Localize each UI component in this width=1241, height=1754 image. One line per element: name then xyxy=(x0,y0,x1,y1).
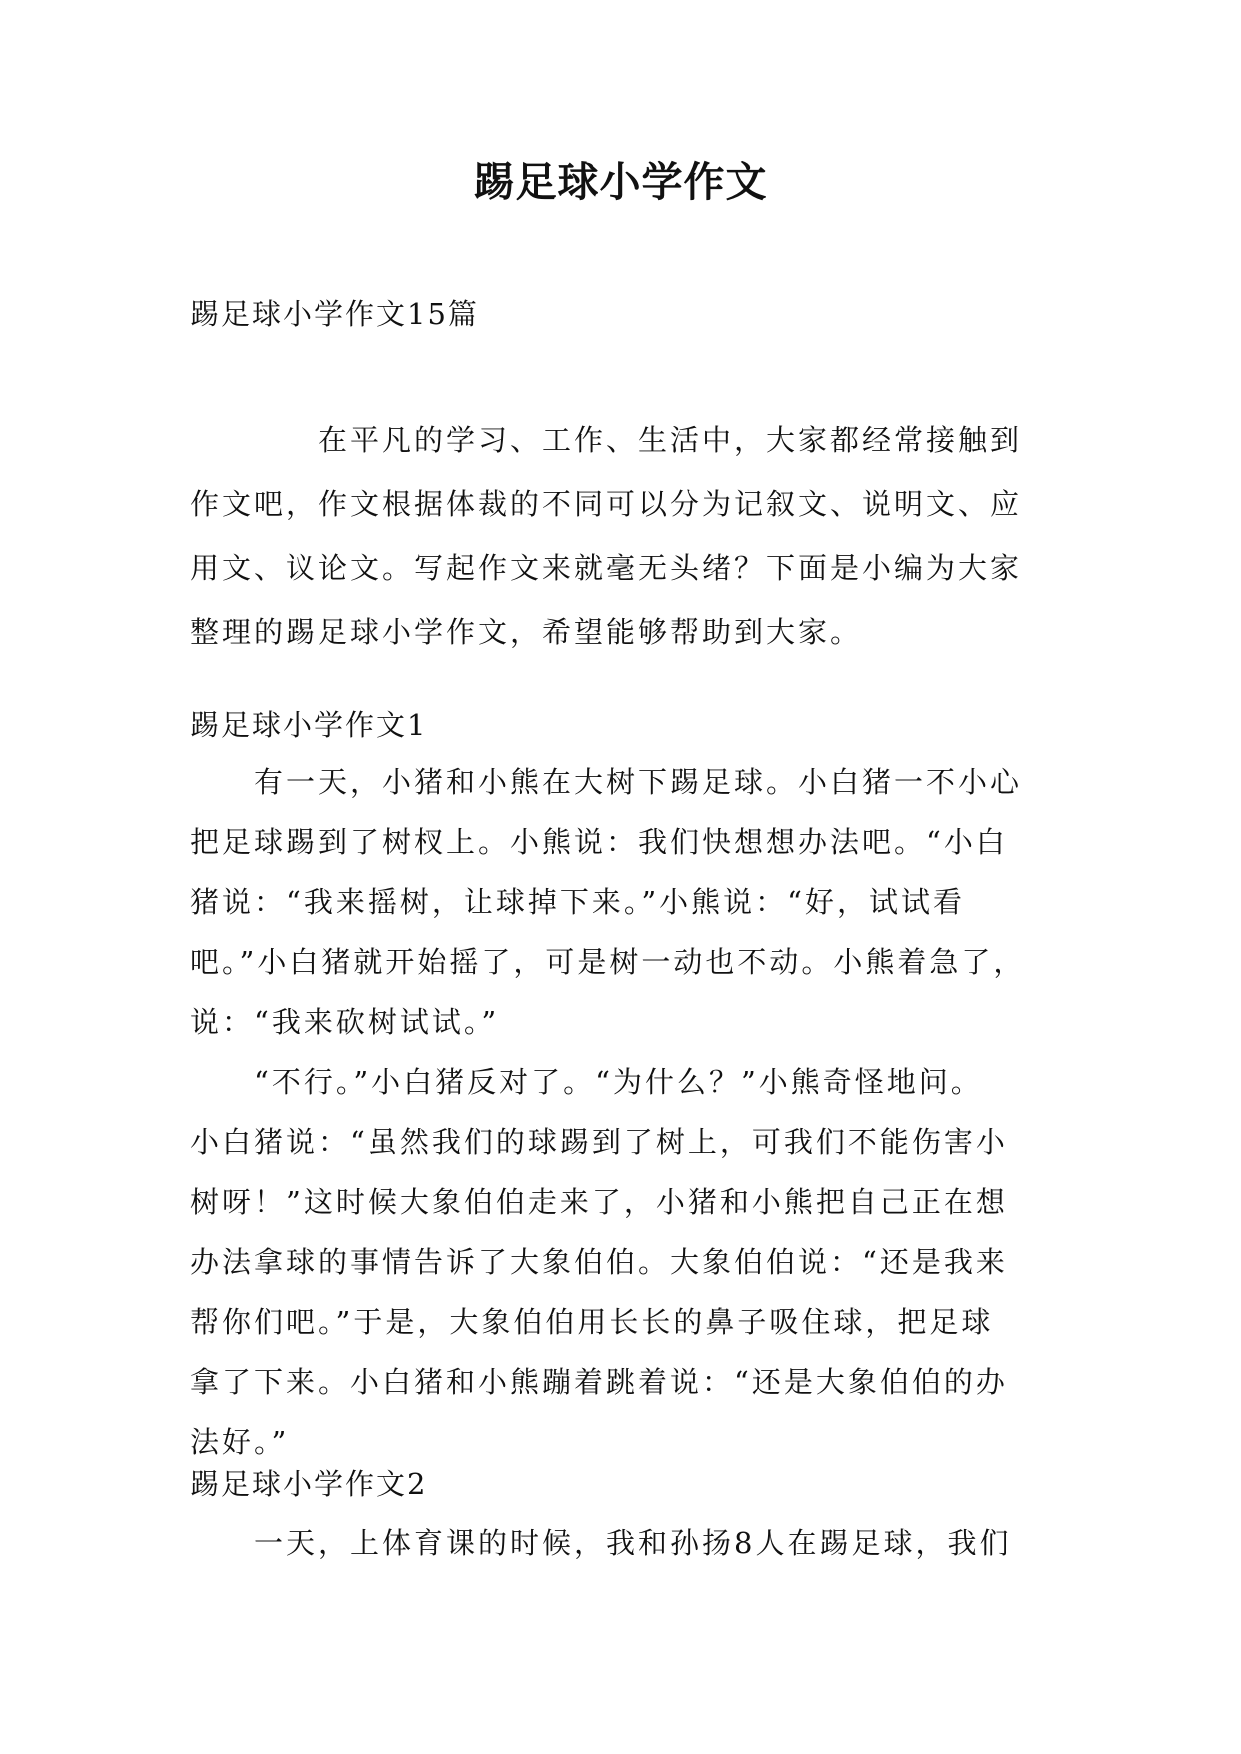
document-subtitle: 踢足球小学作文15篇 xyxy=(190,297,479,331)
essay-2-heading: 踢足球小学作文2 xyxy=(190,1467,428,1501)
paragraph-line: 在平凡的学习、工作、生活中，大家都经常接触到 xyxy=(190,423,1023,457)
paragraph-line: 法好。” xyxy=(190,1425,290,1459)
intro-paragraph xyxy=(190,408,1050,664)
paragraph-line: 作文吧，作文根据体裁的不同可以分为记叙文、说明文、应 xyxy=(190,487,1023,521)
essay-1-body xyxy=(190,752,1050,1472)
paragraph-line: 吧。”小白猪就开始摇了，可是树一动也不动。小熊着急了， xyxy=(190,945,1026,979)
paragraph-line: 有一天，小猪和小熊在大树下踢足球。小白猪一不小心 xyxy=(190,765,1023,799)
essay-2-body xyxy=(190,1513,1050,1573)
paragraph-line: 树呀！”这时候大象伯伯走来了，小猪和小熊把自己正在想 xyxy=(190,1185,1008,1219)
paragraph-line: 说：“我来砍树试试。” xyxy=(190,1005,500,1039)
paragraph-line: “不行。”小白猪反对了。“为什么？”小熊奇怪地问。 xyxy=(190,1065,983,1099)
paragraph-line: 拿了下来。小白猪和小熊蹦着跳着说：“还是大象伯伯的办 xyxy=(190,1365,1008,1399)
paragraph-line: 把足球踢到了树杈上。小熊说：我们快想想办法吧。“小白 xyxy=(190,825,1008,859)
paragraph-line: 办法拿球的事情告诉了大象伯伯。大象伯伯说：“还是我来 xyxy=(190,1245,1008,1279)
paragraph-line: 小白猪说：“虽然我们的球踢到了树上，可我们不能伤害小 xyxy=(190,1125,1008,1159)
essay-1-heading: 踢足球小学作文1 xyxy=(190,708,428,742)
paragraph-line: 用文、议论文。写起作文来就毫无头绪？下面是小编为大家 xyxy=(190,551,1023,585)
page-title: 踢足球小学作文 xyxy=(473,158,768,206)
paragraph-line: 猪说：“我来摇树，让球掉下来。”小熊说：“好，试试看 xyxy=(190,885,965,919)
paragraph-line: 一天，上体育课的时候，我和孙扬8人在踢足球，我们 xyxy=(190,1526,1012,1560)
paragraph-line: 帮你们吧。”于是，大象伯伯用长长的鼻子吸住球，把足球 xyxy=(190,1305,994,1339)
paragraph-line: 整理的踢足球小学作文，希望能够帮助到大家。 xyxy=(190,615,863,649)
